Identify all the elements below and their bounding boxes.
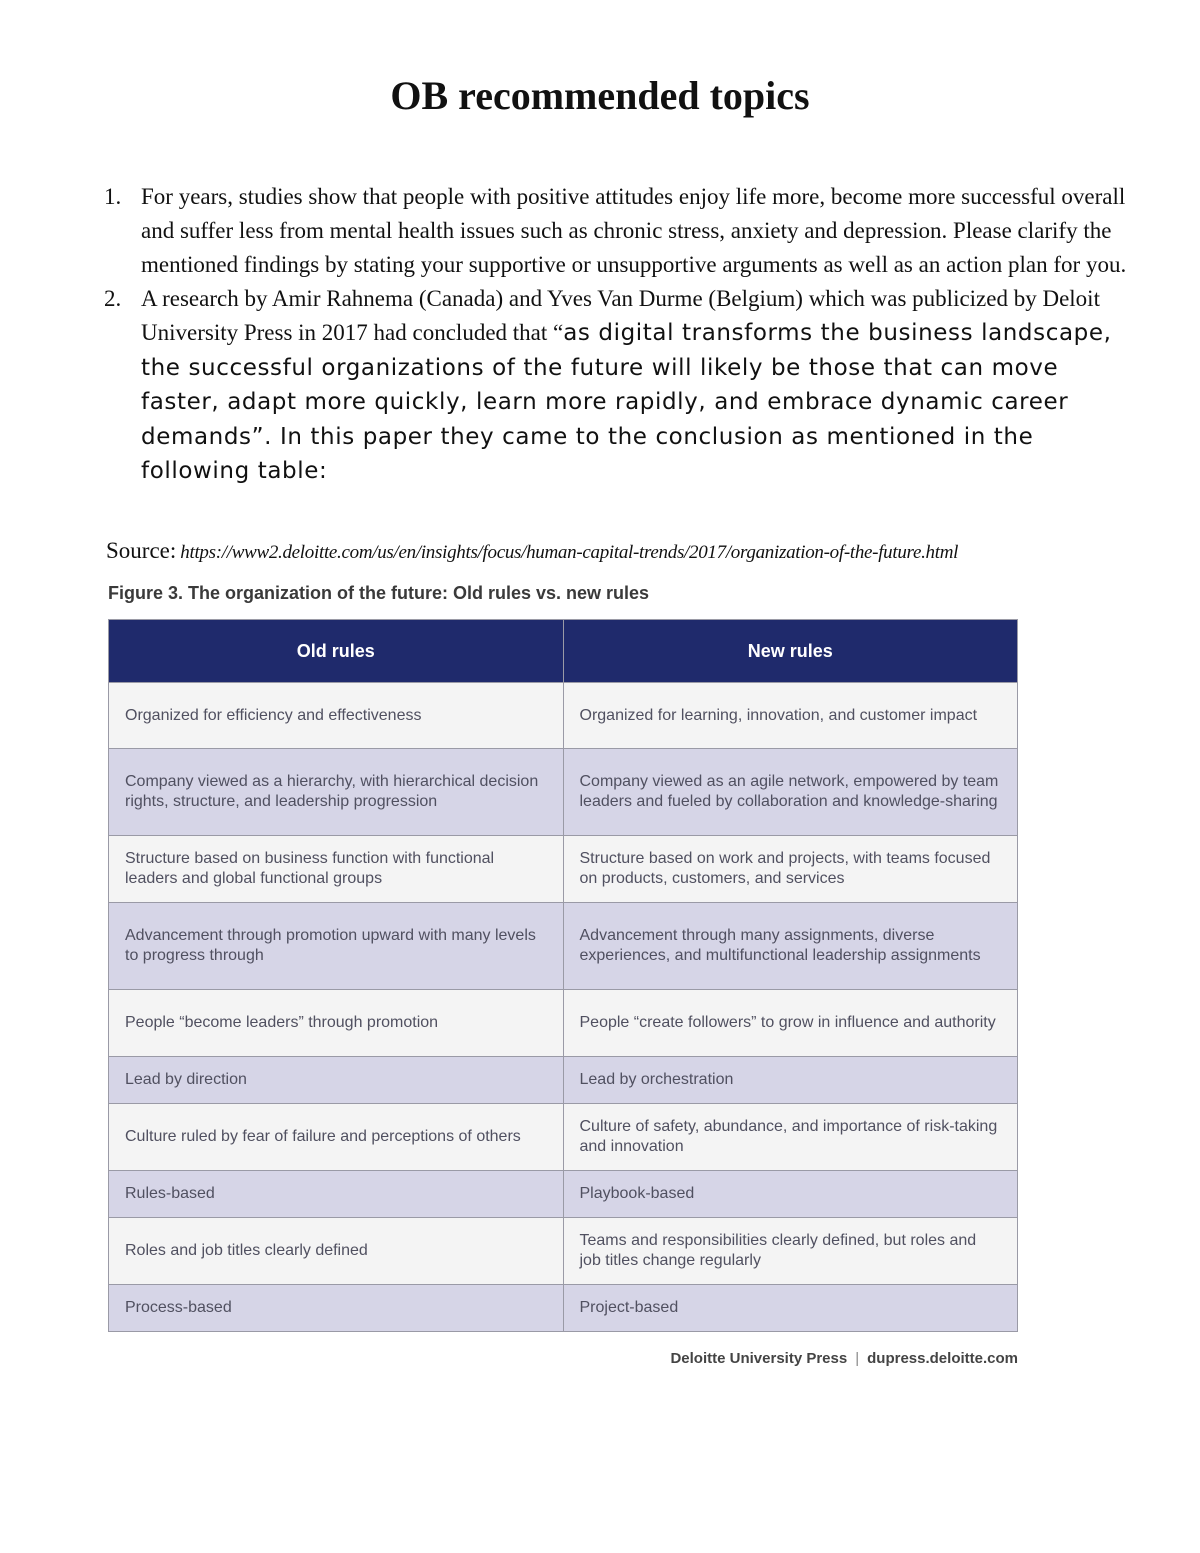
table-row: [109, 1218, 1018, 1285]
table-row: [109, 749, 1018, 836]
old-rule-cell: Advancement through promotion upward with many levels to progress through: [109, 903, 564, 990]
new-rule-cell: Organized for learning, innovation, and customer impact: [563, 683, 1018, 749]
old-rule-cell: Rules-based: [109, 1171, 564, 1218]
old-rule-cell: Process-based: [109, 1285, 564, 1332]
topic-text: For years, studies show that people with positive attitudes enjoy life more, become more successful overall and suffer less from mental health issues such as chronic stress, anxiety and depression. Please clarify the mentioned findings by stating your supportive or unsupportive arguments as well as an action plan for you.: [141, 184, 1127, 277]
new-rule-cell: Company viewed as an agile network, empowered by team leaders and fueled by collaboration and knowledge-sharing: [563, 749, 1018, 836]
source-url-link[interactable]: https://www2.deloitte.com/us/en/insights/focus/human-capital-trends/2017/organization-of-the-future.html: [180, 542, 959, 563]
topic-number: 2.: [104, 286, 122, 311]
table-row: [109, 1285, 1018, 1332]
topic-text-quote: as digital transforms the business landscape, the successful organizations of the future will likely be those that can move faster, adapt more quickly, learn more rapidly, and embrace dynamic career demands”. In this paper they came to the conclusion as mentioned in the following table:: [141, 320, 1112, 484]
table-row: [109, 1171, 1018, 1218]
table-row: [109, 836, 1018, 903]
new-rule-cell: Advancement through many assignments, diverse experiences, and multifunctional leadership assignments: [563, 903, 1018, 990]
new-rule-cell: Teams and responsibilities clearly defined, but roles and job titles change regularly: [563, 1218, 1018, 1285]
new-rule-cell: Playbook-based: [563, 1171, 1018, 1218]
publisher-name: Deloitte University Press: [670, 1350, 848, 1367]
old-rules-header: Old rules: [109, 620, 564, 683]
table-row: [109, 1057, 1018, 1104]
old-rule-cell: Culture ruled by fear of failure and perceptions of others: [109, 1104, 564, 1171]
footer-separator: |: [855, 1350, 860, 1367]
table-header-row: [109, 620, 1018, 683]
new-rule-cell: Culture of safety, abundance, and importance of risk-taking and innovation: [563, 1104, 1018, 1171]
figure-footer: [600, 1350, 1018, 1367]
topic-text: [141, 282, 1134, 489]
topic-list: [104, 180, 1134, 489]
new-rules-header: New rules: [563, 620, 1018, 683]
old-rule-cell: Structure based on business function with functional leaders and global functional groups: [109, 836, 564, 903]
publisher-site: dupress.deloitte.com: [867, 1350, 1018, 1367]
source-label: Source:: [106, 538, 177, 563]
old-rule-cell: Organized for efficiency and effectiveness: [109, 683, 564, 749]
old-rule-cell: Lead by direction: [109, 1057, 564, 1104]
new-rule-cell: Project-based: [563, 1285, 1018, 1332]
new-rule-cell: Structure based on work and projects, with teams focused on products, customers, and services: [563, 836, 1018, 903]
new-rule-cell: People “create followers” to grow in influence and authority: [563, 990, 1018, 1057]
old-rule-cell: People “become leaders” through promotion: [109, 990, 564, 1057]
topic-item-1: [104, 180, 1134, 282]
old-rule-cell: Roles and job titles clearly defined: [109, 1218, 564, 1285]
table-row: [109, 683, 1018, 749]
topic-text-intro: A research by Amir Rahnema (Canada) and Yves Van Durme (Belgium) which was publicized by Deloit University Press in 2017 had concluded that “: [141, 286, 1100, 345]
old-rule-cell: Company viewed as a hierarchy, with hierarchical decision rights, structure, and leadership progression: [109, 749, 564, 836]
rules-table: [108, 619, 1018, 1332]
new-rule-cell: Lead by orchestration: [563, 1057, 1018, 1104]
topic-number: 1.: [104, 184, 122, 209]
page-title: OB recommended topics: [390, 73, 810, 118]
table-row: [109, 1104, 1018, 1171]
table-row: [109, 903, 1018, 990]
source-line: [106, 538, 1200, 564]
figure-caption: Figure 3. The organization of the future: Old rules vs. new rules: [108, 583, 650, 603]
table-row: [109, 990, 1018, 1057]
topic-item-2: [104, 282, 1134, 489]
